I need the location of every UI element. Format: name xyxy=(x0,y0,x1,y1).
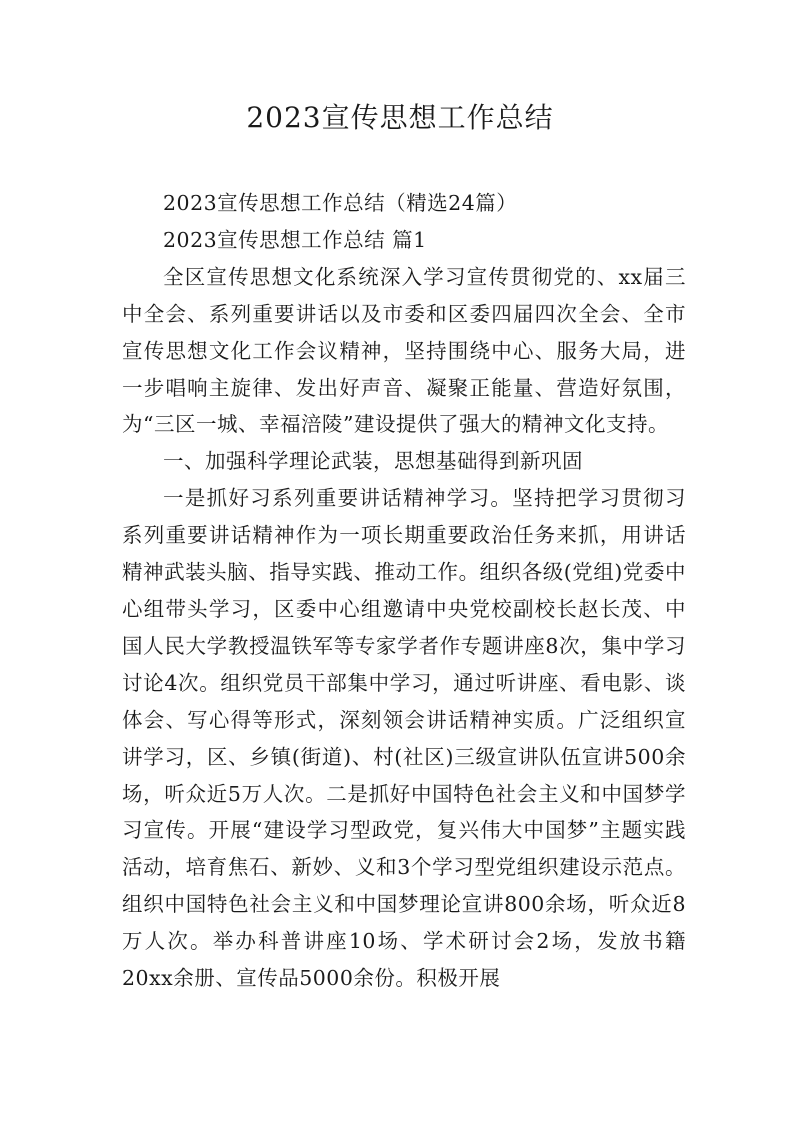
body-paragraph: 全区宣传思想文化系统深入学习宣传贯彻党的、xx届三中全会、系列重要讲话以及市委和区委四届四次全会、全市宣传思想文化工作会议精神，坚持围绕中心、服务大局，进一步唱响主旋律、发出好声音、凝聚正能量、营造好氛围，为“三区一城、幸福涪陵”建设提供了强大的精神文化支持。 xyxy=(122,264,686,437)
section-heading: 2023宣传思想工作总结 篇1 xyxy=(163,227,427,252)
body-paragraph: 一是抓好习系列重要讲话精神学习。坚持把学习贯彻习系列重要讲话精神作为一项长期重要政治任务来抓，用讲话精神武装头脑、指导实践、推动工作。组织各级(党组)党委中心组带头学习，区委中心组邀请中央党校副校长赵长茂、中国人民大学教授温铁军等专家学者作专题讲座8次，集中学习讨论4次。组织党员干部集中学习，通过听讲座、看电影、谈体会、写心得等形式，深刻领会讲话精神实质。广泛组织宣讲学习，区、乡镇(街道)、村(社区)三级宣讲队伍宣讲500余场，听众近5万人次。二是抓好中国特色社会主义和中国梦学习宣传。开展“建设学习型政党，复兴伟大中国梦”主题实践活动，培育焦石、新妙、义和3个学习型党组织建设示范点。组织中国特色社会主义和中国梦理论宣讲800余场，听众近8万人次。举办科普讲座10场、学术研讨会2场，发放书籍20xx余册、宣传品5000余份。积极开展 xyxy=(122,486,686,991)
subtitle-paragraph: 2023宣传思想工作总结（精选24篇） xyxy=(163,191,518,215)
document-title: 2023宣传思想工作总结 xyxy=(246,101,554,134)
section-heading: 一、加强科学理论武装，思想基础得到新巩固 xyxy=(163,449,583,474)
document-body xyxy=(122,185,686,997)
